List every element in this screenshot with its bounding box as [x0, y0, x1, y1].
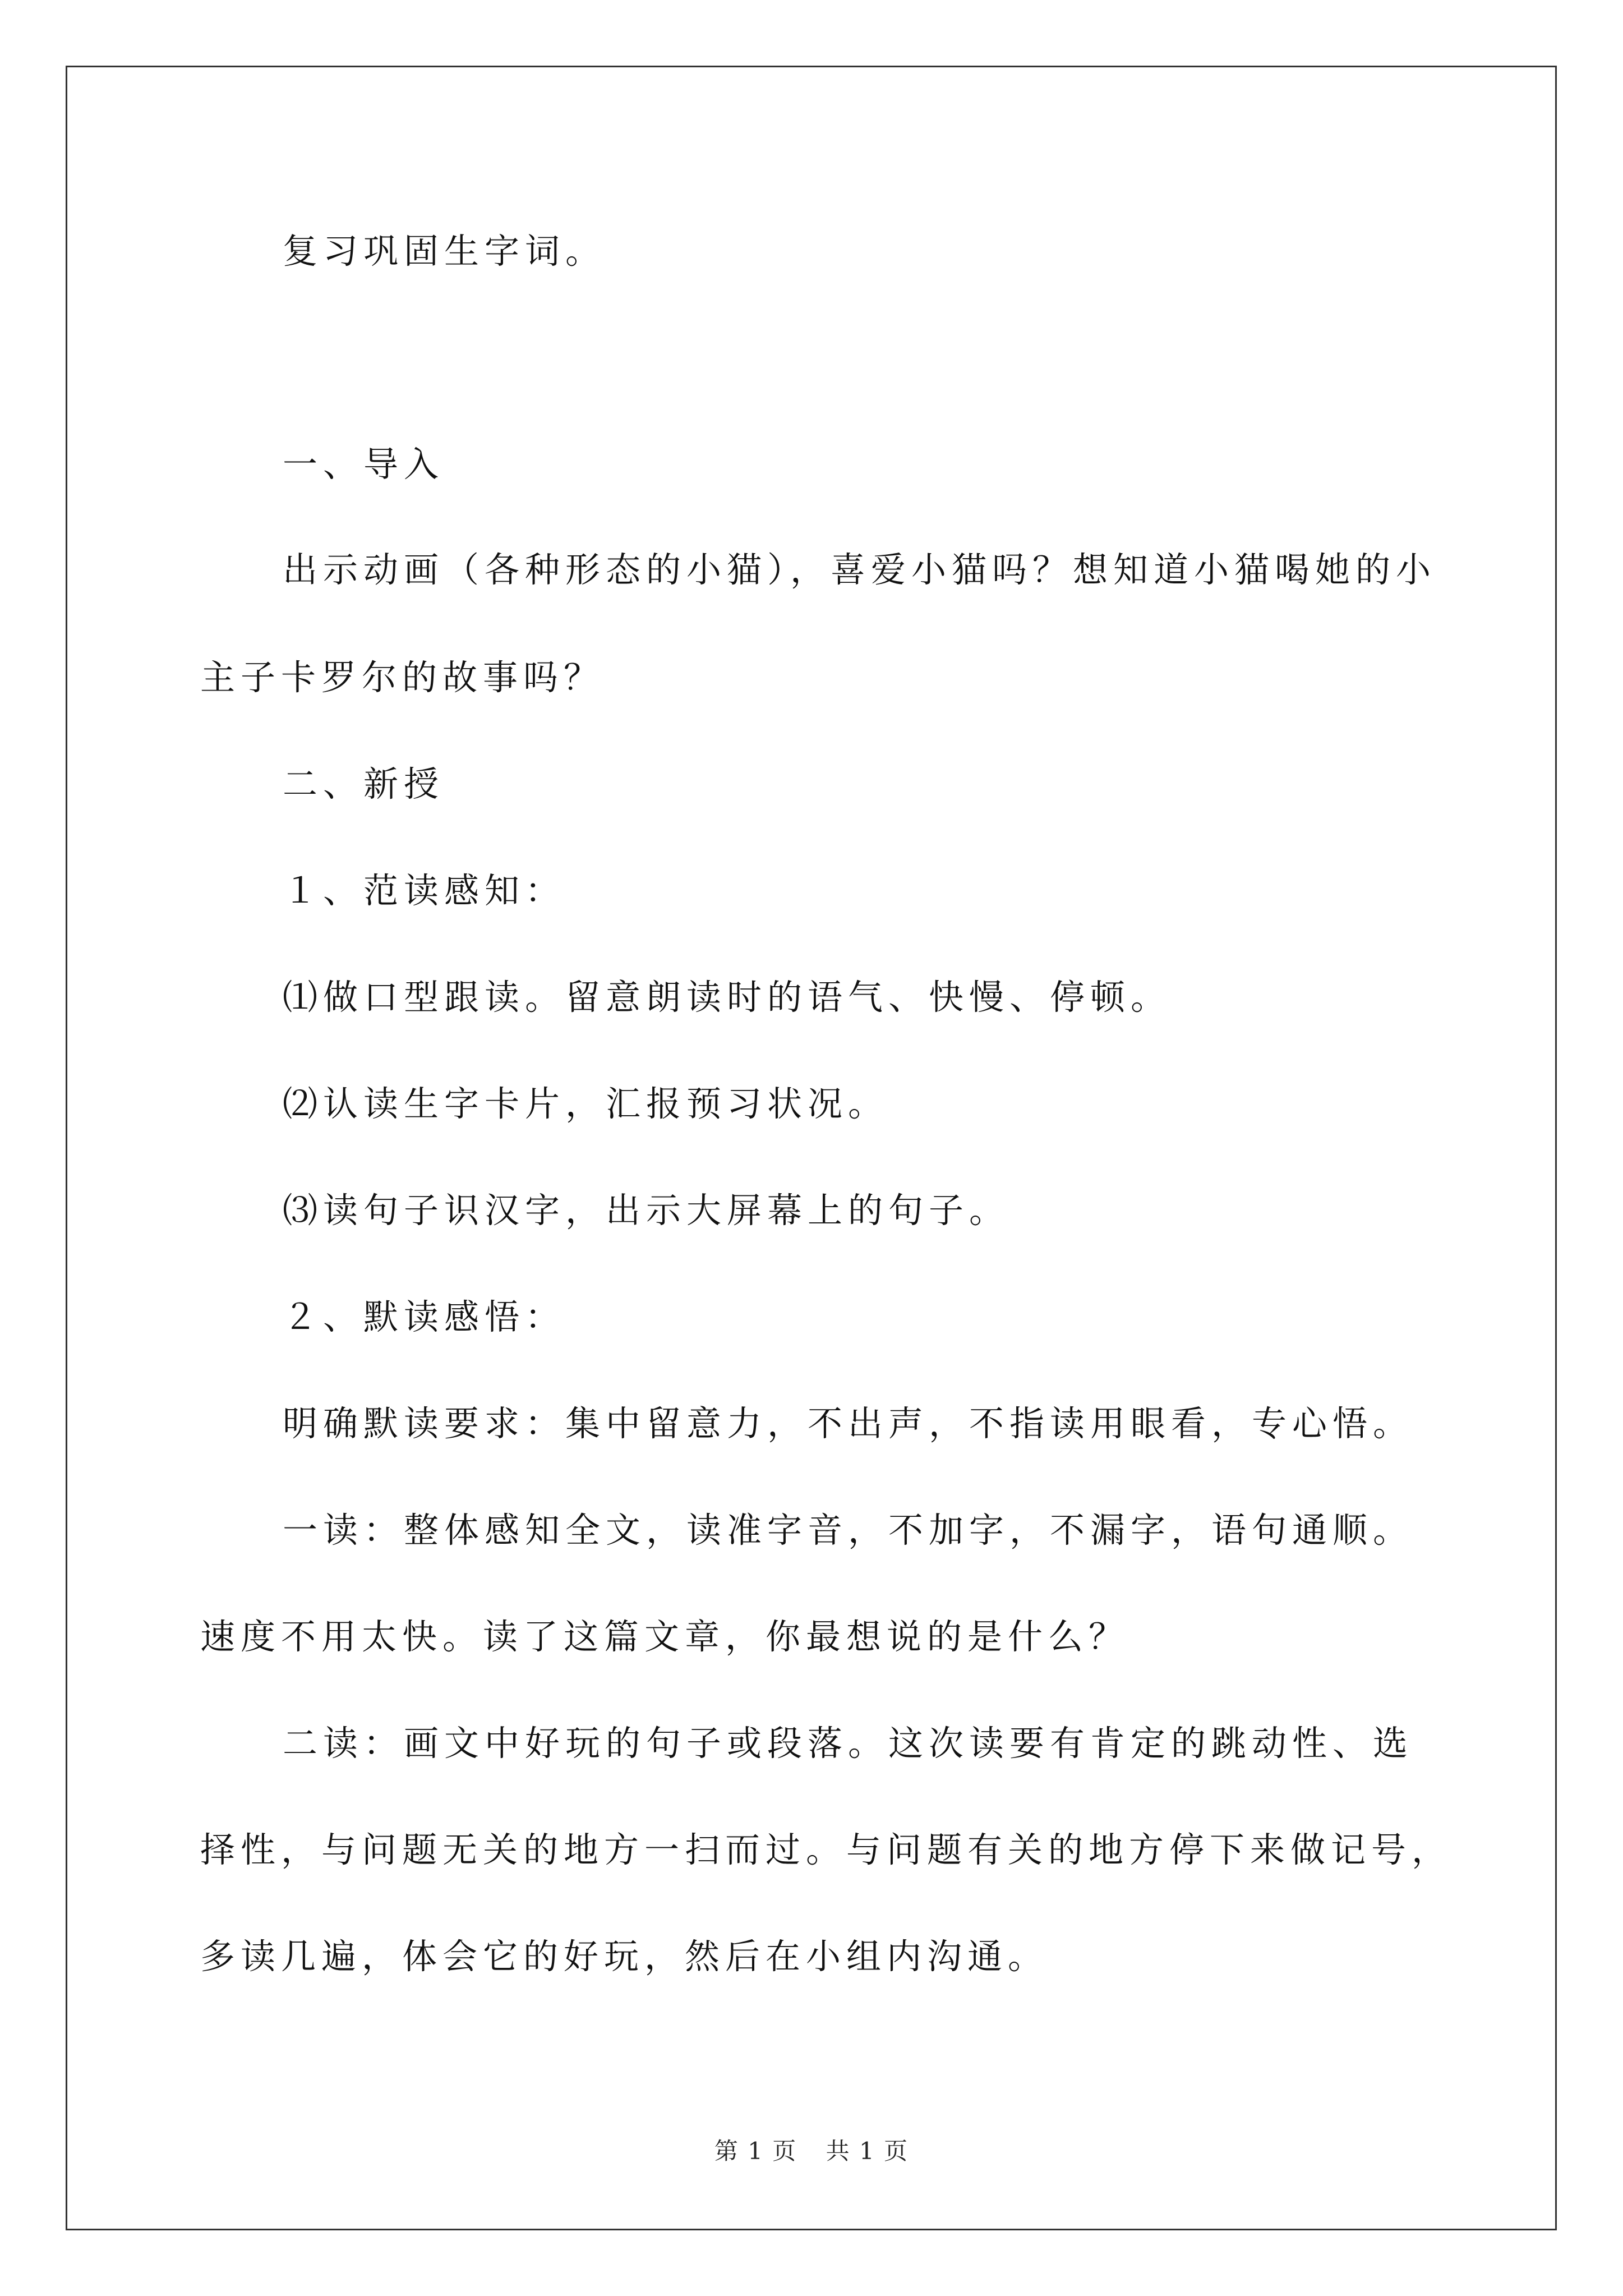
paragraph-intro-line-1: 出示动画（各种形态的小猫），喜爱小猫吗？想知道小猫喝她的小 [283, 549, 1437, 590]
paragraph-requirements: 明确默读要求：集中留意力，不出声，不指读用眼看，专心悟。 [283, 1403, 1414, 1444]
paragraph-review: 复习巩固生字词。 [283, 231, 606, 272]
list-item-3: ⑶读句子识汉字，出示大屏幕上的句子。 [283, 1190, 1010, 1231]
heading-new-lesson: 二、新授 [283, 763, 445, 804]
paragraph-first-reading-line-2: 速度不用太快。读了这篇文章，你最想说的是什么？ [200, 1616, 1129, 1657]
page-total: 共 1 页 [826, 2137, 909, 2165]
page-border [66, 66, 1557, 2230]
heading-intro: 一、导入 [283, 444, 445, 485]
paragraph-second-reading-line-2: 择性，与问题无关的地方一扫而过。与问题有关的地方停下来做记号， [200, 1829, 1453, 1870]
page-footer [0, 2133, 1623, 2166]
list-item-2: ⑵认读生字卡片，汇报预习状况。 [283, 1083, 889, 1124]
paragraph-intro-line-2: 主子卡罗尔的故事吗？ [200, 657, 605, 698]
subheading-model-reading: １、范读感知： [283, 870, 566, 911]
paragraph-first-reading-line-1: 一读：整体感知全文，读准字音，不加字，不漏字，语句通顺。 [283, 1510, 1414, 1550]
list-item-1: ⑴做口型跟读。留意朗读时的语气、快慢、停顿。 [283, 977, 1172, 1018]
paragraph-second-reading-line-3: 多读几遍，体会它的好玩，然后在小组内沟通。 [200, 1936, 1049, 1977]
subheading-silent-reading: ２、默读感悟： [283, 1296, 566, 1337]
page-number: 第 1 页 [714, 2137, 797, 2165]
paragraph-second-reading-line-1: 二读：画文中好玩的句子或段落。这次读要有肯定的跳动性、选 [283, 1723, 1414, 1764]
